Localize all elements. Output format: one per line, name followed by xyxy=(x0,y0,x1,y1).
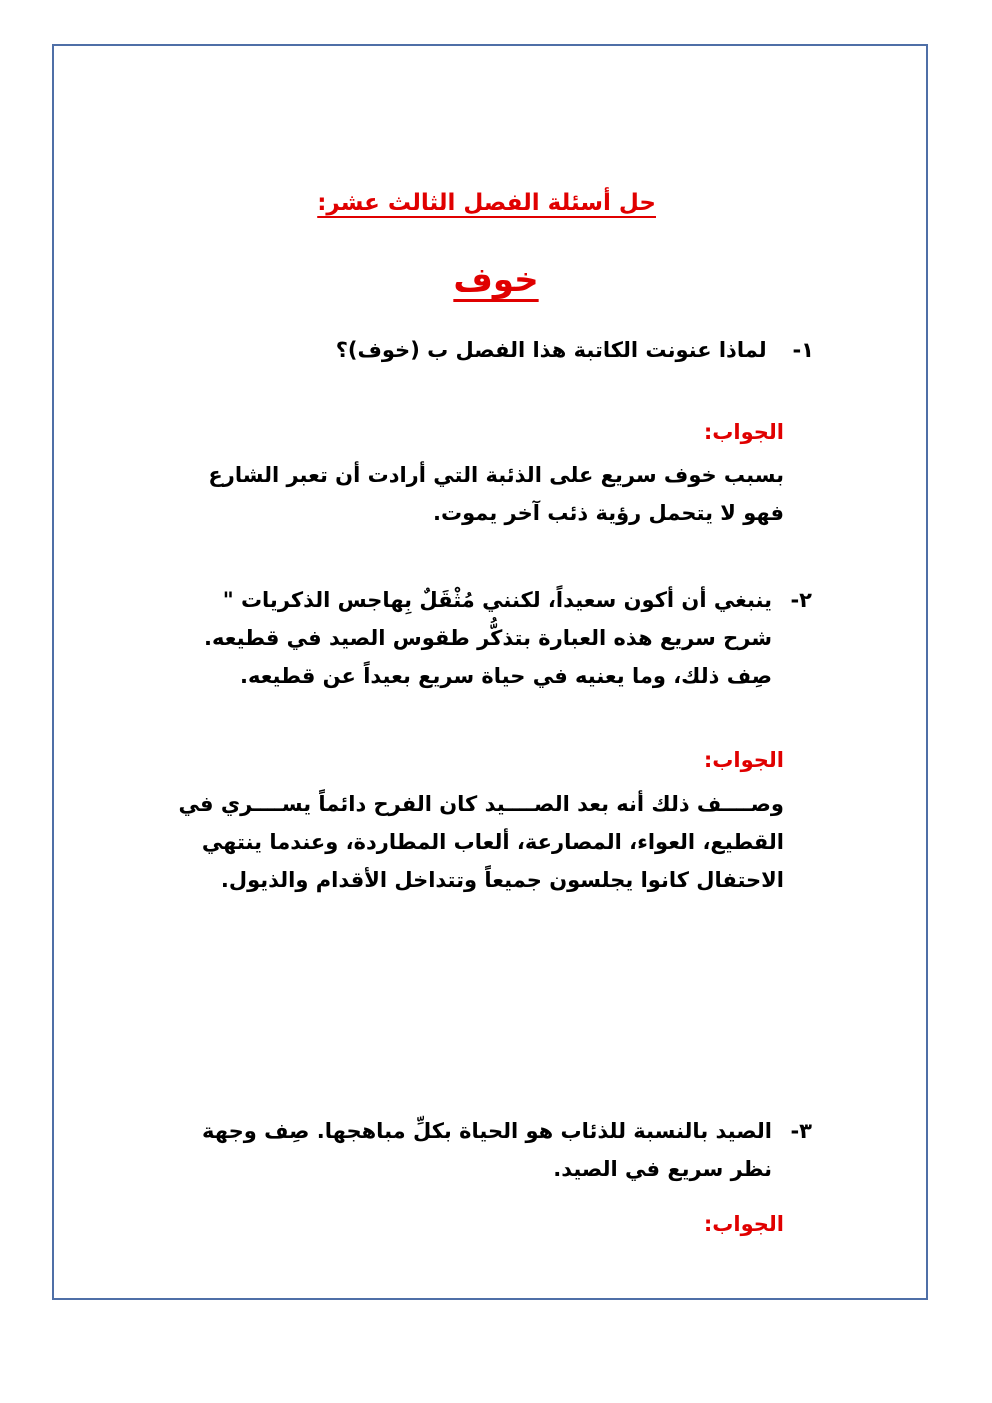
question-1 xyxy=(336,331,814,369)
chapter-name: خوف xyxy=(453,260,539,300)
answer-2-line: الاحتفال كانوا يجلسون جميعاً وتتداخل الأقدام والذيول. xyxy=(220,868,784,892)
question-1-text: لماذا عنونت الكاتبة هذا الفصل ب (خوف)؟ xyxy=(335,338,767,362)
question-2 xyxy=(204,581,812,695)
question-1-number: ١- xyxy=(792,338,814,362)
question-3-line xyxy=(202,1112,812,1150)
question-3-number: ٣- xyxy=(790,1119,812,1143)
question-3 xyxy=(202,1112,812,1188)
document-title: حل أسئلة الفصل الثالث عشر: xyxy=(317,190,656,216)
question-3-text: الصيد بالنسبة للذئاب هو الحياة بكلِّ مباهجها. صِف وجهة xyxy=(202,1119,772,1143)
question-2-text: ينبغي أن أكون سعيداً، لكنني مُثْقَلٌ بِهاجس الذكريات " xyxy=(222,588,772,612)
question-3-line: نظر سريع في الصيد. xyxy=(553,1157,772,1181)
answer-2-line: القطيع، العواء، المصارعة، ألعاب المطاردة، وعندما ينتهي xyxy=(201,830,784,854)
question-2-line: صِف ذلك، وما يعنيه في حياة سريع بعيداً عن قطيعه. xyxy=(239,664,772,688)
question-2-line xyxy=(204,581,812,619)
answer-1-line: فهو لا يتحمل رؤية ذئب آخر يموت. xyxy=(433,501,784,525)
answer-3-label: الجواب: xyxy=(703,1212,784,1236)
answer-1-label: الجواب: xyxy=(703,420,784,444)
answer-2-label: الجواب: xyxy=(703,748,784,772)
question-2-number: ٢- xyxy=(790,588,812,612)
answer-2 xyxy=(179,785,784,899)
question-2-line: شرح سريع هذه العبارة بتذكُّر طقوس الصيد في قطيعه. xyxy=(204,626,772,650)
answer-1 xyxy=(208,456,784,532)
answer-1-line: بسبب خوف سريع على الذئبة التي أرادت أن تعبر الشارع xyxy=(208,463,784,487)
answer-2-line: وصــــف ذلك أنه بعد الصــــيد كان الفرح دائماً يســــري في xyxy=(178,792,784,816)
